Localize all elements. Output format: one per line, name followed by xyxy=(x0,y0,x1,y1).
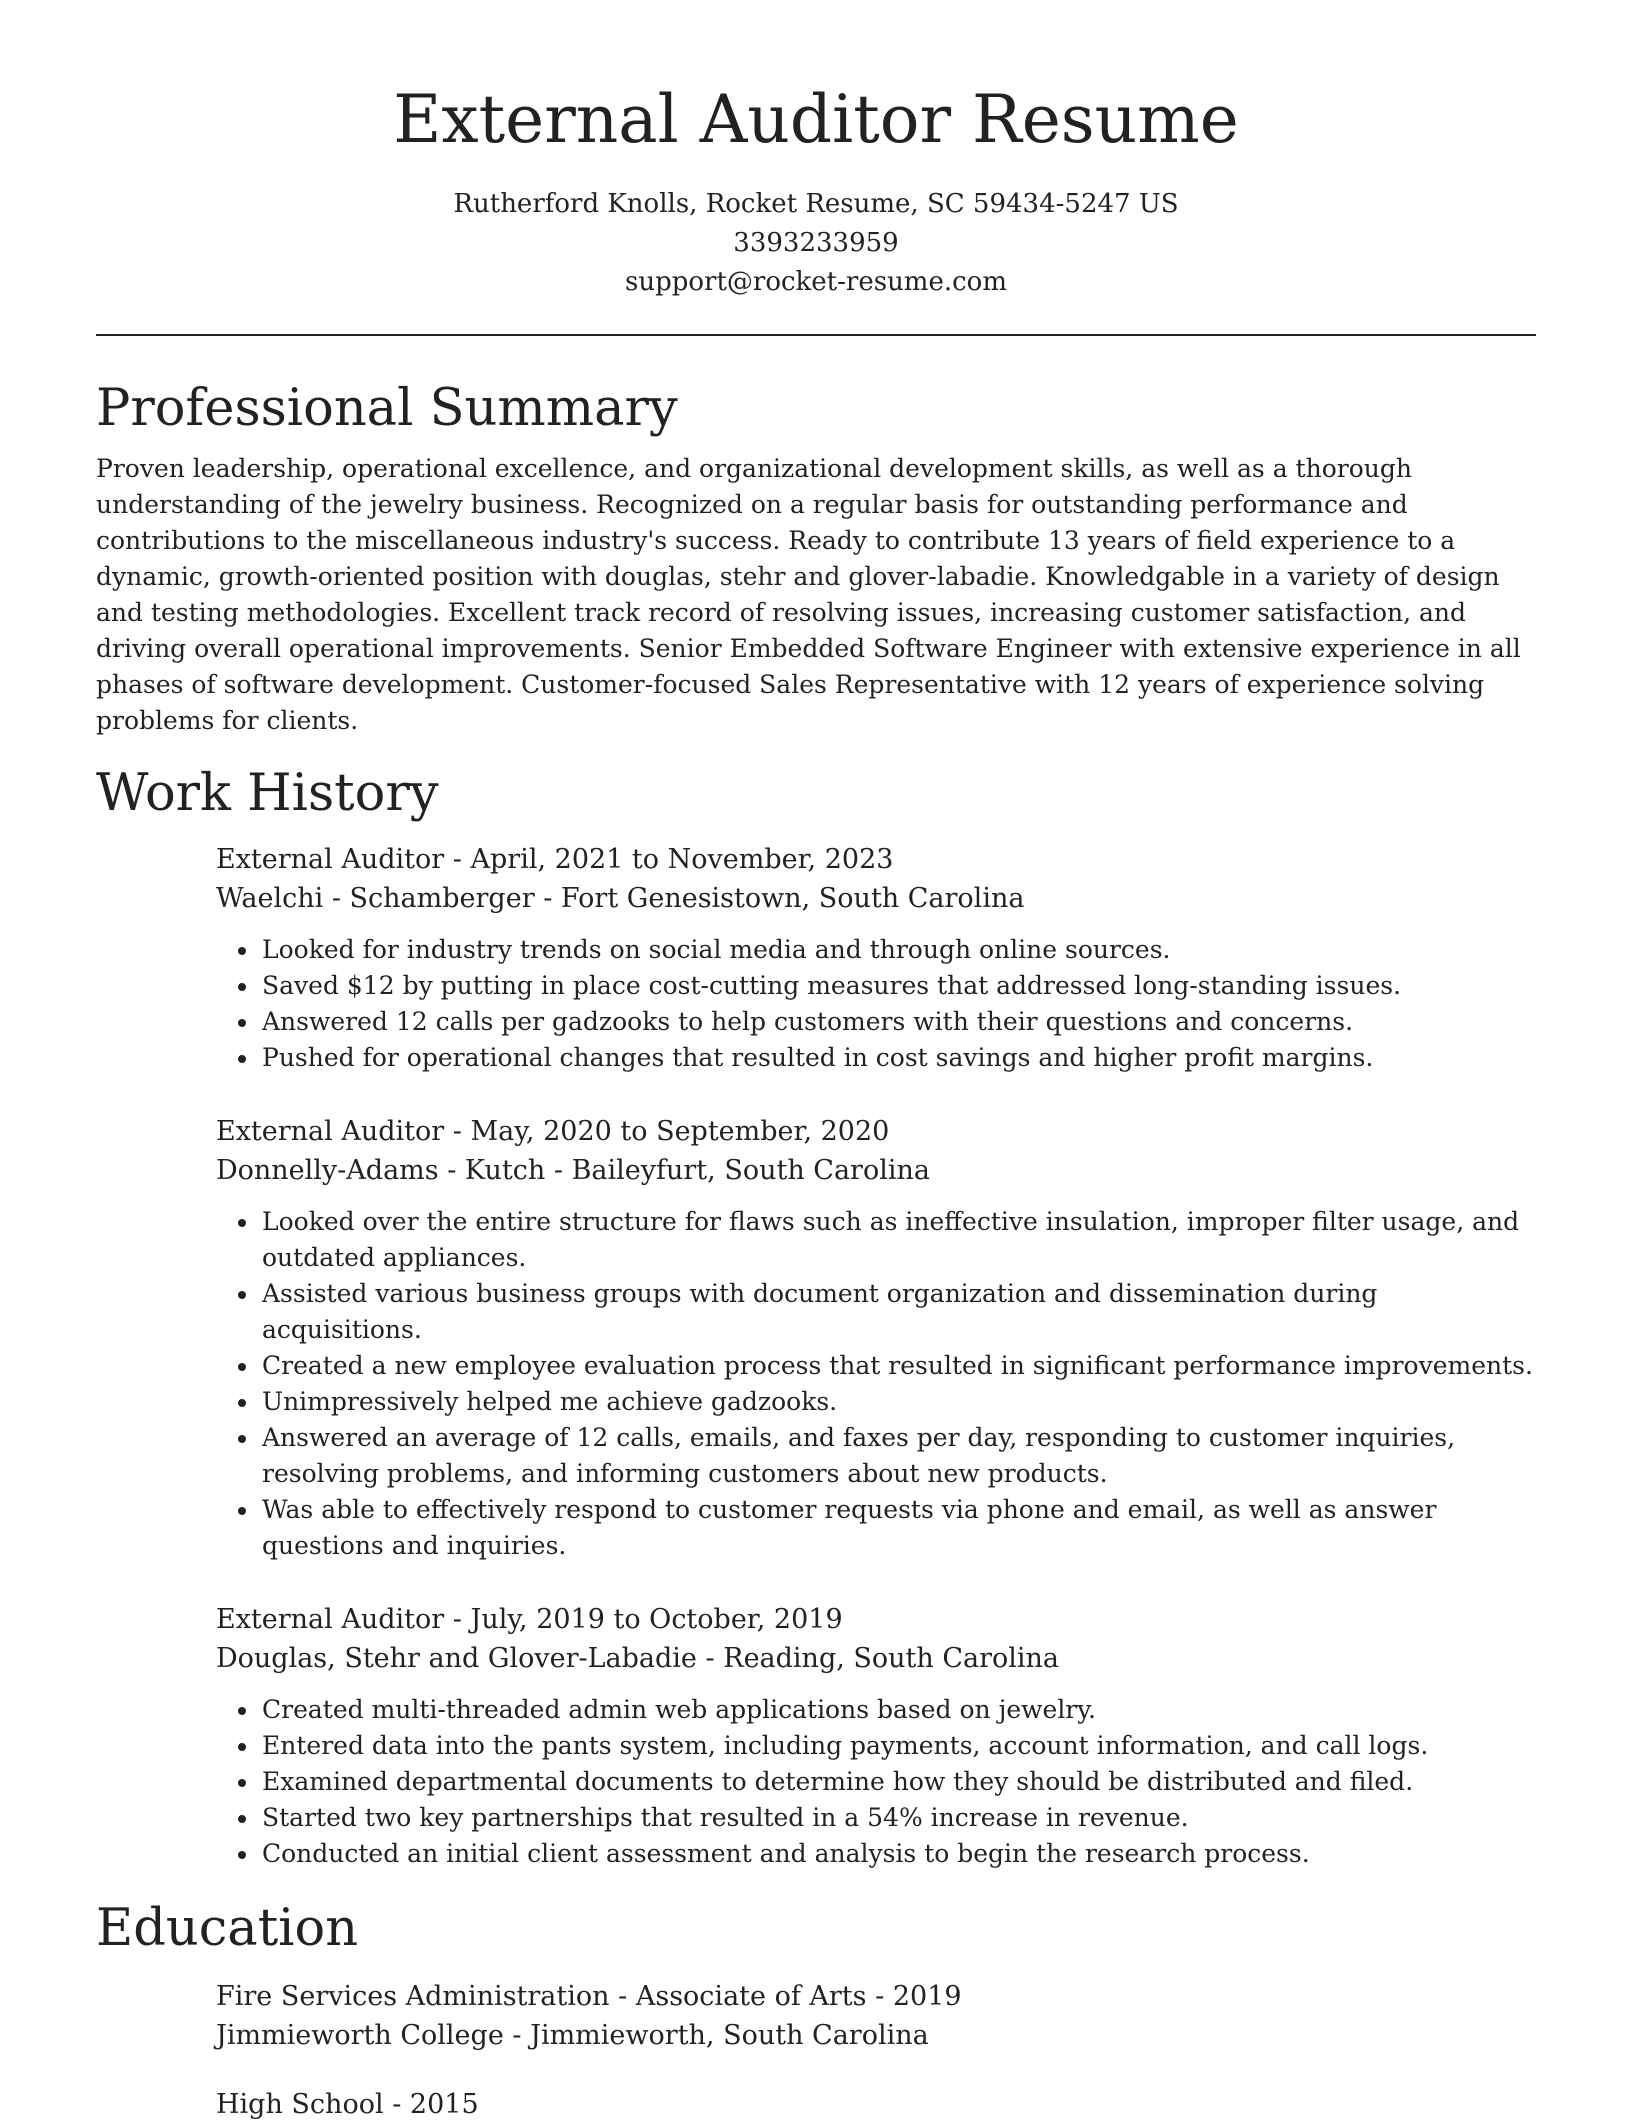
job-company-line xyxy=(216,1639,1536,1678)
job-entry xyxy=(216,1600,1536,1872)
job-dates: April, 2021 to November, 2023 xyxy=(470,843,894,875)
job-dates: July, 2019 to October, 2019 xyxy=(470,1603,843,1635)
list-item: • Answered an average of 12 calls, emails, and faxes per day, responding to customer inquiries, resolving problems, and informing customers about new products. xyxy=(260,1420,1536,1492)
education-program: Fire Services Administration xyxy=(216,1981,610,2013)
separator: - xyxy=(618,1981,636,2013)
education-degree: Associate of Arts xyxy=(635,1981,867,2013)
list-item: • Started two key partnerships that resulted in a 54% increase in revenue. xyxy=(260,1800,1536,1836)
job-title-line xyxy=(216,840,1536,879)
education-year: 2019 xyxy=(892,1981,962,2013)
list-item: • Entered data into the pants system, including payments, account information, and call logs. xyxy=(260,1728,1536,1764)
list-item: • Conducted an initial client assessment and analysis to begin the research process. xyxy=(260,1836,1536,1872)
separator: - xyxy=(543,882,561,914)
separator: - xyxy=(875,1981,893,2013)
job-company: Waelchi - Schamberger xyxy=(216,882,535,914)
job-location: Fort Genesistown, South Carolina xyxy=(560,882,1025,914)
education-location: Jimmieworth, South Carolina xyxy=(530,2020,929,2052)
separator: - xyxy=(452,843,471,875)
job-title: External Auditor xyxy=(216,843,445,875)
separator: - xyxy=(392,2089,410,2121)
job-bullets xyxy=(216,1204,1536,1564)
job-title: External Auditor xyxy=(216,1115,445,1147)
job-company: Donnelly-Adams - Kutch xyxy=(216,1154,546,1186)
list-item: • Created multi-threaded admin web applications based on jewelry. xyxy=(260,1692,1536,1728)
separator: - xyxy=(553,1154,572,1186)
list-item: • Created a new employee evaluation process that resulted in significant performance improvements. xyxy=(260,1348,1536,1384)
list-item: • Assisted various business groups with document organization and dissemination during acquisitions. xyxy=(260,1276,1536,1348)
list-item: • Looked over the entire structure for flaws such as ineffective insulation, improper filter usage, and outdated appliances. xyxy=(260,1204,1536,1276)
summary-section xyxy=(96,378,1536,739)
education-school: Jimmieworth College xyxy=(216,2020,504,2052)
education-year: 2015 xyxy=(409,2089,479,2121)
list-item: • Unimpressively helped me achieve gadzooks. xyxy=(260,1384,1536,1420)
separator: - xyxy=(452,1115,471,1147)
job-company: Douglas, Stehr and Glover-Labadie xyxy=(216,1642,697,1674)
separator: - xyxy=(705,1642,724,1674)
job-entry xyxy=(216,840,1536,1076)
list-item: • Saved $12 by putting in place cost-cutting measures that addressed long-standing issues. xyxy=(260,968,1536,1004)
job-entry xyxy=(216,1112,1536,1564)
education-entry xyxy=(216,1977,1536,2055)
education-section xyxy=(96,1898,1536,2124)
work-history-heading: Work History xyxy=(96,763,439,823)
job-dates: May, 2020 to September, 2020 xyxy=(470,1115,890,1147)
job-bullets xyxy=(216,932,1536,1076)
list-item: • Was able to effectively respond to customer requests via phone and email, as well as answer questions and inquiries. xyxy=(260,1492,1536,1564)
separator: - xyxy=(512,2020,531,2052)
job-company-line xyxy=(216,879,1536,918)
list-item: • Examined departmental documents to determine how they should be distributed and filed. xyxy=(260,1764,1536,1800)
summary-text: Proven leadership, operational excellence, and organizational development skills, as well as a thorough understanding of the jewelry business. Recognized on a regular basis for outstanding performance and contributions to the miscellaneous industry's success. Ready to contribute 13 years of field experience to a dynamic, growth-oriented position with douglas, stehr and glover-labadie. Knowledgable in a variety of design and testing methodologies. Excellent track record of resolving issues, increasing customer satisfaction, and driving overall operational improvements. Senior Embedded Software Engineer with extensive experience in all phases of software development. Customer-focused Sales Representative with 12 years of experience solving problems for clients. xyxy=(96,453,1521,735)
job-location: Reading, South Carolina xyxy=(723,1642,1060,1674)
job-title-line xyxy=(216,1112,1536,1151)
job-title: External Auditor xyxy=(216,1603,445,1635)
job-bullets xyxy=(216,1692,1536,1872)
contact-phone: 3393233959 xyxy=(733,227,899,258)
list-item: • Answered 12 calls per gadzooks to help customers with their questions and concerns. xyxy=(260,1004,1536,1040)
list-item: • Looked for industry trends on social media and through online sources. xyxy=(260,932,1536,968)
education-heading: Education xyxy=(96,1898,359,1958)
separator: - xyxy=(452,1603,471,1635)
education-program-line xyxy=(216,2085,1536,2124)
job-company-line xyxy=(216,1151,1536,1190)
resume-header xyxy=(96,0,1536,302)
education-program-line xyxy=(216,1977,1536,2016)
job-title-line xyxy=(216,1600,1536,1639)
work-history-section xyxy=(96,763,1536,1872)
education-school-line xyxy=(216,2016,1536,2055)
contact-address: Rutherford Knolls, Rocket Resume, SC 59434-5247 US xyxy=(453,188,1179,219)
summary-heading: Professional Summary xyxy=(96,378,678,438)
education-entry xyxy=(216,2085,1536,2124)
contact-email: support@rocket-resume.com xyxy=(624,266,1007,297)
resume-title: External Auditor Resume xyxy=(393,81,1239,158)
list-item: • Pushed for operational changes that resulted in cost savings and higher profit margins. xyxy=(260,1040,1536,1076)
job-location: Baileyfurt, South Carolina xyxy=(571,1154,930,1186)
header-divider xyxy=(96,334,1536,336)
education-program: High School xyxy=(216,2089,384,2121)
